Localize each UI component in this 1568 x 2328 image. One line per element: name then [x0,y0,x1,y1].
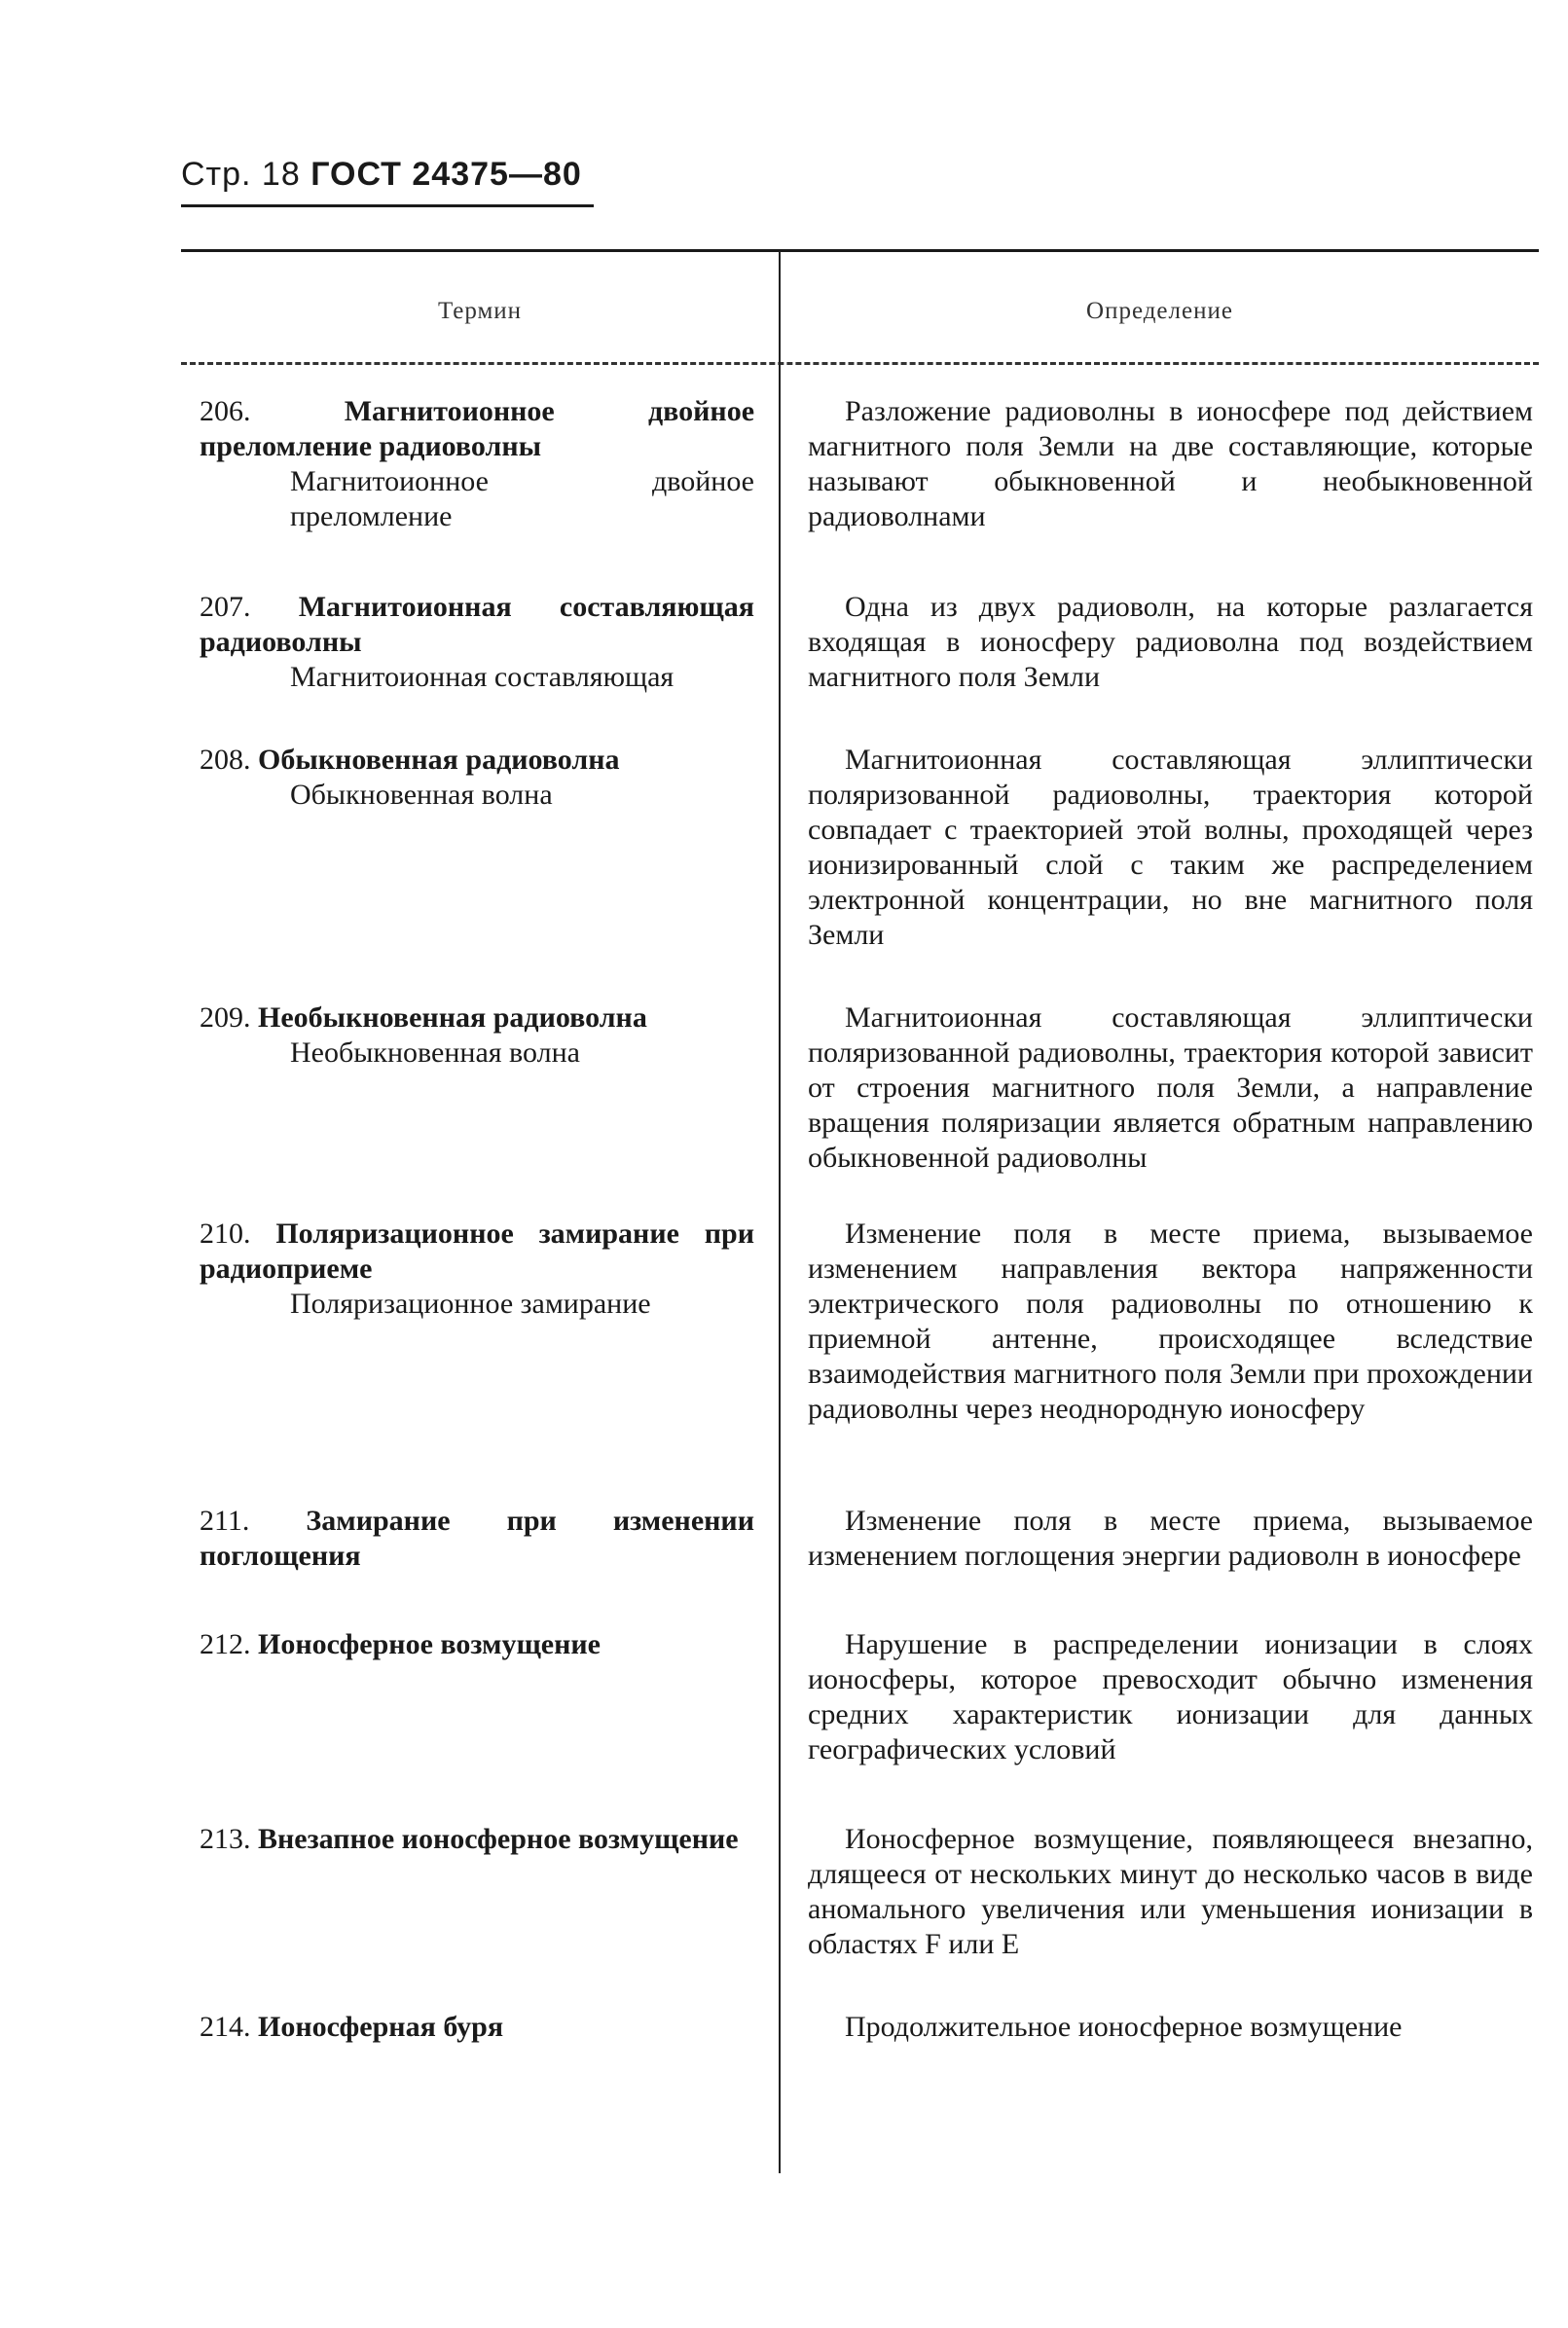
term-cell [200,1000,754,1071]
term-cell [200,2010,754,2045]
term-title: Обыкновенная радиоволна [258,744,620,776]
term-title: Замирание при изменении поглощения [200,1505,754,1572]
column-header-definition: Определение [1086,298,1233,324]
definition-cell: Нарушение в распределении ионизации в слоях ионосферы, которое превосходит обычно изменения средних характеристик ионизации для данных географических условий [808,1628,1533,1765]
column-divider [779,251,781,2173]
term-cell [200,1822,754,1857]
term-cell [200,1504,754,1574]
term-cell [200,743,754,813]
term-number: 207. [200,591,251,623]
term-cell [200,1627,754,1662]
term-short-form: Необыкновенная волна [290,1037,580,1069]
standard-code: ГОСТ 24375—80 [310,156,582,193]
term-short-form: Поляризационное замирание [290,1288,651,1320]
definition-cell: Одна из двух радиоволн, на которые разлагается входящая в ионосферу радиоволна под воздействием магнитного поля Земли [808,591,1533,693]
term-title: Магнитоионное двойное преломление радиоволны [200,395,755,462]
definition-cell: Магнитоионная составляющая эллиптически поляризованной радиоволны, траектория которой зависит от строения магнитного поля Земли, а направление вращения поляризации является обратным направлению обыкновенной радиоволны [808,1001,1533,1174]
term-number: 214. [200,2011,251,2043]
term-cell [200,1217,754,1322]
term-number: 213. [200,1823,251,1855]
column-header-term: Термин [437,298,523,324]
term-cell [200,394,754,534]
table-top-rule [181,249,1539,252]
definition-cell: Изменение поля в месте приема, вызываемое изменением направления вектора напряженности электрического поля радиоволны по отношению к приемной антенне, происходящее вследствие взаимодействия магнитного поля Земли при прохождении радиоволны через неоднородную ионосферу [808,1218,1533,1425]
term-short-form: Обыкновенная волна [290,779,553,811]
term-number: 211. [200,1505,250,1537]
term-title: Ионосферное возмущение [258,1628,601,1660]
term-title: Ионосферная буря [258,2011,504,2043]
term-number: 212. [200,1628,251,1660]
term-title: Магнитоионная составляющая радиоволны [200,591,754,658]
term-title: Поляризационное замирание при радиоприеме [200,1218,754,1285]
header-rule [181,204,594,207]
term-number: 208. [200,744,251,776]
term-short-form: Магнитоионная составляющая [290,661,675,693]
page-number: Стр. 18 [181,156,301,193]
page-header [181,156,582,194]
term-number: 209. [200,1001,251,1034]
table-header-rule [181,362,1539,365]
definition-cell: Разложение радиоволны в ионосфере под действием магнитного поля Земли на две составляющие, которые называют обыкновенной и необыкновенной радиоволнами [808,395,1533,532]
definition-cell: Изменение поля в месте приема, вызываемое изменением поглощения энергии радиоволн в ионосфере [808,1505,1533,1572]
term-number: 206. [200,395,251,427]
term-short-form: Магнитоионное двойное преломление [290,465,754,532]
definition-cell: Ионосферное возмущение, появляющееся внезапно, длящееся от нескольких минут до несколько часов в виде аномального увеличения или уменьшения ионизации в областях F или E [808,1823,1533,1960]
definition-cell: Продолжительное ионосферное возмущение [845,2011,1403,2043]
term-number: 210. [200,1218,251,1250]
definition-cell: Магнитоионная составляющая эллиптически поляризованной радиоволны, траектория которой совпадает с траекторией этой волны, проходящей через ионизированный слой с таким же распределением электронной концентрации, но вне магнитного поля Земли [808,744,1533,951]
term-title: Внезапное ионосферное возмущение [258,1823,739,1855]
term-cell [200,590,754,695]
term-title: Необыкновенная радиоволна [258,1001,647,1034]
